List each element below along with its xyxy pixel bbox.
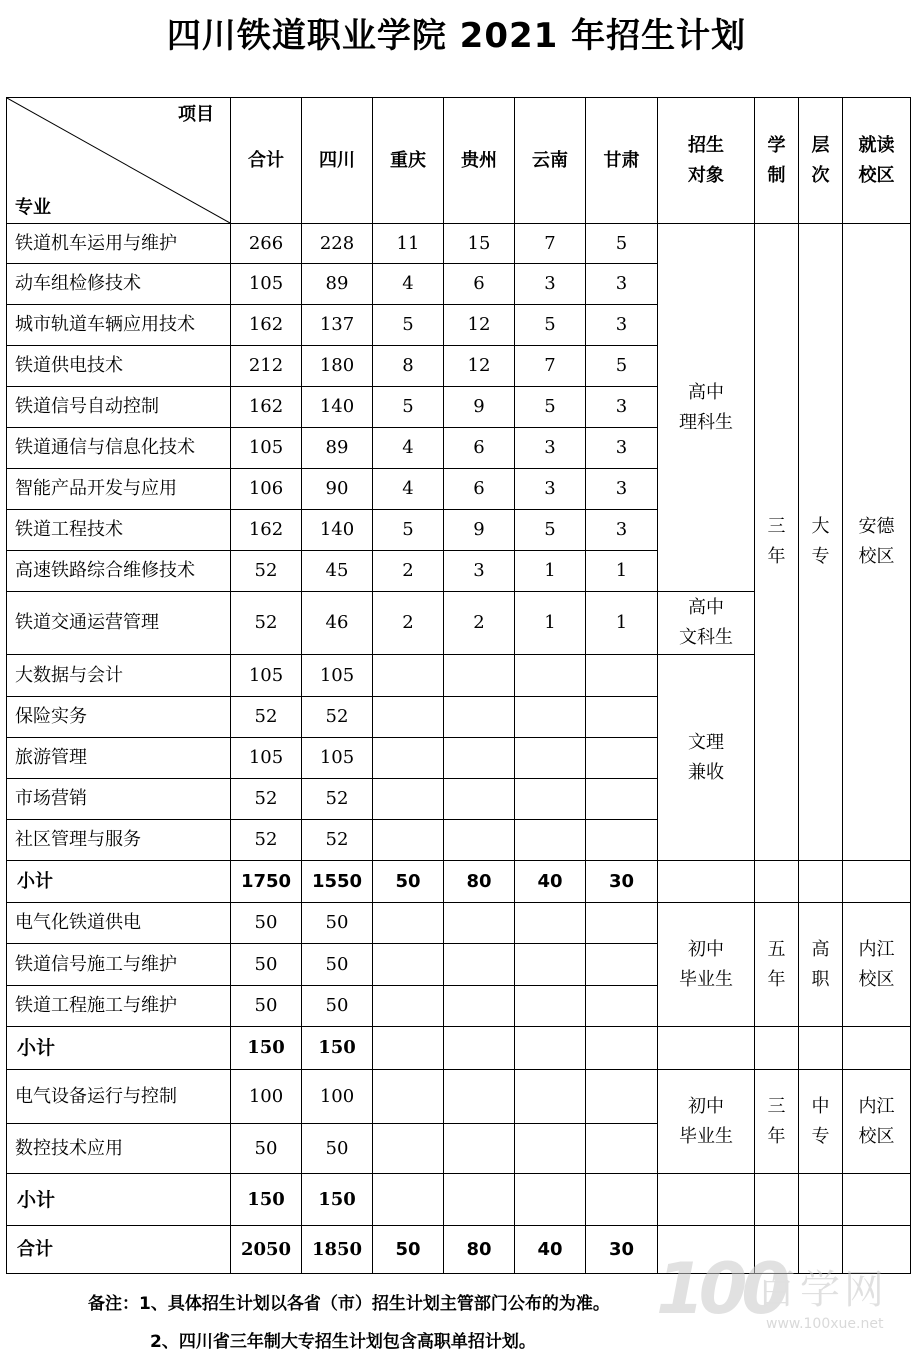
note-2: 2、四川省三年制大专招生计划包含高职单招计划。 — [150, 1332, 536, 1352]
empty-cell — [658, 1174, 755, 1226]
empty-cell — [799, 1027, 843, 1070]
quota-cell: 52 — [302, 779, 373, 820]
quota-cell: 12 — [444, 346, 515, 387]
total-cell: 1850 — [302, 1226, 373, 1274]
xuezhi-a — [755, 224, 799, 861]
xuezhi-b — [755, 903, 799, 1027]
enrollment-plan-table — [6, 97, 911, 1274]
xuezhi-b-text: 五 年 — [767, 938, 786, 990]
quota-cell — [373, 738, 444, 779]
table-body — [7, 98, 911, 1274]
target-science-text: 高中 理科生 — [679, 381, 733, 433]
major-name: 高速铁路综合维修技术 — [7, 551, 231, 592]
campus-c-text: 内江 校区 — [858, 1095, 895, 1147]
header-target: 招生 对象 — [658, 98, 755, 224]
quota-cell: 46 — [302, 592, 373, 655]
subtotal-cell: 50 — [373, 861, 444, 903]
quota-cell — [373, 697, 444, 738]
header-zhuanye: 专业 — [15, 197, 51, 218]
subtotal-cell — [515, 1027, 586, 1070]
quota-cell: 5 — [373, 510, 444, 551]
watermark-url: www.100xue.net — [766, 1316, 884, 1332]
target-c-text: 初中 毕业生 — [679, 1095, 733, 1147]
quota-cell: 6 — [444, 428, 515, 469]
header-col-sichuan: 四川 — [302, 98, 373, 224]
campus-c — [843, 1070, 911, 1174]
quota-cell: 105 — [231, 428, 302, 469]
quota-cell: 52 — [231, 551, 302, 592]
subtotal-label: 小计 — [7, 861, 231, 903]
quota-cell — [515, 820, 586, 861]
quota-cell — [444, 655, 515, 697]
quota-cell: 1 — [515, 592, 586, 655]
quota-cell — [444, 779, 515, 820]
major-name: 铁道通信与信息化技术 — [7, 428, 231, 469]
quota-cell: 7 — [515, 346, 586, 387]
quota-cell: 50 — [231, 903, 302, 944]
quota-cell: 50 — [302, 1124, 373, 1174]
header-col-gansu: 甘肃 — [586, 98, 658, 224]
major-name: 铁道交通运营管理 — [7, 592, 231, 655]
cengci-b-text: 高 职 — [811, 938, 830, 990]
major-name: 保险实务 — [7, 697, 231, 738]
campus-a — [843, 224, 911, 861]
major-name: 铁道机车运用与维护 — [7, 224, 231, 264]
quota-cell: 4 — [373, 264, 444, 305]
quota-cell: 3 — [515, 428, 586, 469]
quota-cell: 140 — [302, 387, 373, 428]
target-science — [658, 224, 755, 592]
subtotal-cell: 150 — [231, 1174, 302, 1226]
empty-cell — [755, 861, 799, 903]
quota-cell — [444, 738, 515, 779]
target-arts-text: 高中 文科生 — [679, 597, 733, 648]
target-b-text: 初中 毕业生 — [679, 938, 733, 990]
quota-cell: 5 — [373, 305, 444, 346]
watermark-number: 100 — [656, 1248, 785, 1330]
total-cell: 80 — [444, 1226, 515, 1274]
quota-cell: 180 — [302, 346, 373, 387]
xuezhi-c — [755, 1070, 799, 1174]
quota-cell: 3 — [586, 469, 658, 510]
quota-cell: 266 — [231, 224, 302, 264]
quota-cell: 100 — [302, 1070, 373, 1124]
quota-cell: 5 — [586, 224, 658, 264]
quota-cell: 105 — [231, 655, 302, 697]
subtotal-row-c — [7, 1174, 911, 1226]
cengci-b — [799, 903, 843, 1027]
quota-cell: 5 — [373, 387, 444, 428]
quota-cell — [586, 779, 658, 820]
total-cell: 30 — [586, 1226, 658, 1274]
quota-cell — [373, 986, 444, 1027]
header-col-total: 合计 — [231, 98, 302, 224]
quota-cell — [515, 655, 586, 697]
quota-cell: 2 — [444, 592, 515, 655]
subtotal-row-b — [7, 1027, 911, 1070]
quota-cell: 50 — [231, 944, 302, 986]
quota-cell — [586, 944, 658, 986]
quota-cell: 52 — [302, 697, 373, 738]
target-both-text: 文理 兼收 — [688, 731, 724, 783]
quota-cell: 2 — [373, 551, 444, 592]
quota-cell: 1 — [586, 592, 658, 655]
empty-cell — [755, 1174, 799, 1226]
quota-cell: 52 — [302, 820, 373, 861]
empty-cell — [799, 861, 843, 903]
major-name: 社区管理与服务 — [7, 820, 231, 861]
quota-cell — [515, 697, 586, 738]
quota-cell: 1 — [586, 551, 658, 592]
subtotal-cell — [373, 1174, 444, 1226]
header-col-chongqing: 重庆 — [373, 98, 444, 224]
quota-cell — [586, 738, 658, 779]
quota-cell: 105 — [302, 738, 373, 779]
subtotal-cell: 150 — [302, 1027, 373, 1070]
quota-cell — [515, 738, 586, 779]
quota-cell: 52 — [231, 697, 302, 738]
quota-cell: 140 — [302, 510, 373, 551]
total-cell: 50 — [373, 1226, 444, 1274]
quota-cell — [444, 1124, 515, 1174]
quota-cell — [444, 697, 515, 738]
subtotal-label: 小计 — [7, 1027, 231, 1070]
quota-cell: 52 — [231, 592, 302, 655]
quota-cell: 4 — [373, 428, 444, 469]
xuezhi-c-text: 三 年 — [767, 1095, 786, 1147]
cengci-a-text: 大 专 — [811, 516, 830, 567]
quota-cell — [373, 820, 444, 861]
subtotal-cell — [373, 1027, 444, 1070]
quota-cell — [515, 986, 586, 1027]
subtotal-cell — [586, 1027, 658, 1070]
quota-cell: 5 — [515, 305, 586, 346]
quota-cell: 5 — [515, 510, 586, 551]
table-row — [7, 903, 911, 944]
quota-cell — [515, 779, 586, 820]
major-name: 大数据与会计 — [7, 655, 231, 697]
quota-cell: 105 — [231, 264, 302, 305]
quota-cell: 4 — [373, 469, 444, 510]
cengci-a — [799, 224, 843, 861]
quota-cell: 9 — [444, 510, 515, 551]
quota-cell: 212 — [231, 346, 302, 387]
campus-b-text: 内江 校区 — [858, 938, 895, 990]
quota-cell: 105 — [231, 738, 302, 779]
major-name: 电气化铁道供电 — [7, 903, 231, 944]
major-name: 动车组检修技术 — [7, 264, 231, 305]
empty-cell — [799, 1174, 843, 1226]
quota-cell: 50 — [231, 1124, 302, 1174]
header-xiangmu: 项目 — [178, 104, 214, 125]
watermark-logo — [656, 1248, 906, 1344]
major-name: 数控技术应用 — [7, 1124, 231, 1174]
quota-cell: 50 — [302, 986, 373, 1027]
quota-cell: 11 — [373, 224, 444, 264]
quota-cell: 6 — [444, 469, 515, 510]
quota-cell: 137 — [302, 305, 373, 346]
subtotal-row-a — [7, 861, 911, 903]
subtotal-label: 小计 — [7, 1174, 231, 1226]
quota-cell: 162 — [231, 305, 302, 346]
quota-cell — [444, 903, 515, 944]
page-title: 四川铁道职业学院 2021 年招生计划 — [166, 16, 747, 56]
header-col-guizhou: 贵州 — [444, 98, 515, 224]
quota-cell: 12 — [444, 305, 515, 346]
quota-cell: 162 — [231, 510, 302, 551]
quota-cell: 162 — [231, 387, 302, 428]
major-name: 铁道信号自动控制 — [7, 387, 231, 428]
total-cell: 2050 — [231, 1226, 302, 1274]
watermark-site-name: 百学网 — [756, 1267, 888, 1313]
subtotal-cell: 1750 — [231, 861, 302, 903]
quota-cell: 7 — [515, 224, 586, 264]
quota-cell — [444, 820, 515, 861]
subtotal-cell: 80 — [444, 861, 515, 903]
quota-cell: 89 — [302, 264, 373, 305]
quota-cell: 1 — [515, 551, 586, 592]
quota-cell — [373, 1124, 444, 1174]
quota-cell: 100 — [231, 1070, 302, 1124]
major-name: 旅游管理 — [7, 738, 231, 779]
header-xuezhi: 学 制 — [755, 98, 799, 224]
major-name: 智能产品开发与应用 — [7, 469, 231, 510]
subtotal-cell: 30 — [586, 861, 658, 903]
quota-cell — [586, 655, 658, 697]
quota-cell — [373, 779, 444, 820]
quota-cell: 3 — [515, 469, 586, 510]
quota-cell: 3 — [586, 305, 658, 346]
quota-cell — [444, 944, 515, 986]
header-col-yunnan: 云南 — [515, 98, 586, 224]
note-1: 备注：1、具体招生计划以各省（市）招生计划主管部门公布的为准。 — [88, 1294, 610, 1314]
subtotal-cell: 40 — [515, 861, 586, 903]
subtotal-cell: 150 — [231, 1027, 302, 1070]
quota-cell: 15 — [444, 224, 515, 264]
quota-cell: 5 — [586, 346, 658, 387]
quota-cell: 105 — [302, 655, 373, 697]
quota-cell: 50 — [302, 903, 373, 944]
quota-cell — [515, 1124, 586, 1174]
quota-cell: 90 — [302, 469, 373, 510]
quota-cell — [373, 944, 444, 986]
quota-cell: 3 — [586, 387, 658, 428]
quota-cell: 50 — [302, 944, 373, 986]
cengci-c — [799, 1070, 843, 1174]
major-name: 市场营销 — [7, 779, 231, 820]
quota-cell: 6 — [444, 264, 515, 305]
empty-cell — [658, 1027, 755, 1070]
header-campus: 就读 校区 — [843, 98, 911, 224]
quota-cell: 3 — [515, 264, 586, 305]
campus-b — [843, 903, 911, 1027]
quota-cell: 52 — [231, 779, 302, 820]
major-name: 铁道工程施工与维护 — [7, 986, 231, 1027]
table-row — [7, 1070, 911, 1124]
quota-cell — [373, 1070, 444, 1124]
quota-cell — [444, 1070, 515, 1124]
major-name: 铁道工程技术 — [7, 510, 231, 551]
quota-cell: 50 — [231, 986, 302, 1027]
quota-cell: 3 — [586, 510, 658, 551]
quota-cell — [444, 986, 515, 1027]
subtotal-cell — [444, 1174, 515, 1226]
empty-cell — [843, 1174, 911, 1226]
quota-cell — [586, 1070, 658, 1124]
quota-cell: 89 — [302, 428, 373, 469]
major-name: 电气设备运行与控制 — [7, 1070, 231, 1124]
target-both — [658, 655, 755, 861]
target-arts — [658, 592, 755, 655]
subtotal-cell: 150 — [302, 1174, 373, 1226]
diagonal-header-cell — [7, 98, 231, 224]
quota-cell: 106 — [231, 469, 302, 510]
major-name: 铁道供电技术 — [7, 346, 231, 387]
quota-cell: 228 — [302, 224, 373, 264]
quota-cell — [586, 986, 658, 1027]
quota-cell — [515, 1070, 586, 1124]
major-name: 铁道信号施工与维护 — [7, 944, 231, 986]
major-name: 城市轨道车辆应用技术 — [7, 305, 231, 346]
cengci-c-text: 中 专 — [811, 1095, 830, 1147]
subtotal-cell: 1550 — [302, 861, 373, 903]
empty-cell — [658, 861, 755, 903]
quota-cell — [515, 944, 586, 986]
subtotal-cell — [515, 1174, 586, 1226]
header-cengci: 层 次 — [799, 98, 843, 224]
total-label: 合计 — [7, 1226, 231, 1274]
subtotal-cell — [586, 1174, 658, 1226]
quota-cell — [373, 903, 444, 944]
quota-cell — [586, 820, 658, 861]
target-c — [658, 1070, 755, 1174]
empty-cell — [843, 1027, 911, 1070]
quota-cell: 52 — [231, 820, 302, 861]
xuezhi-a-text: 三 年 — [767, 516, 786, 567]
subtotal-cell — [444, 1027, 515, 1070]
header-row — [7, 98, 911, 224]
quota-cell — [515, 903, 586, 944]
quota-cell: 5 — [515, 387, 586, 428]
quota-cell — [586, 903, 658, 944]
quota-cell: 9 — [444, 387, 515, 428]
quota-cell: 45 — [302, 551, 373, 592]
campus-a-text: 安德 校区 — [858, 516, 895, 567]
quota-cell: 3 — [586, 428, 658, 469]
empty-cell — [843, 861, 911, 903]
quota-cell — [373, 655, 444, 697]
table-row — [7, 224, 911, 264]
quota-cell — [586, 1124, 658, 1174]
quota-cell: 2 — [373, 592, 444, 655]
quota-cell — [586, 697, 658, 738]
target-b — [658, 903, 755, 1027]
total-cell: 40 — [515, 1226, 586, 1274]
quota-cell: 3 — [444, 551, 515, 592]
quota-cell: 8 — [373, 346, 444, 387]
empty-cell — [755, 1027, 799, 1070]
quota-cell: 3 — [586, 264, 658, 305]
